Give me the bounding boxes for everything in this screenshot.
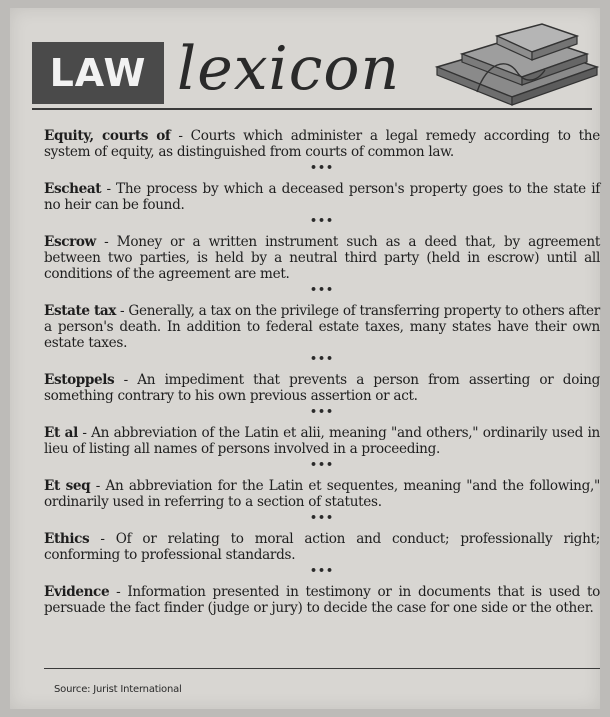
entry-separator: ••• — [309, 405, 335, 418]
entry-term: Escrow — [44, 234, 96, 250]
source-credit: Source: Jurist International — [54, 684, 182, 695]
header-rule — [32, 108, 592, 110]
entry-definition: - Money or a written instrument such as a deed that, by agreement between two parties, is held by a neutral third party (held in escrow) until all conditions of the agreement are met. — [44, 234, 600, 282]
entry-separator: ••• — [309, 511, 335, 524]
law-label-box — [32, 42, 164, 104]
glossary-entry — [44, 478, 600, 510]
newspaper-clipping — [10, 8, 600, 709]
entry-term: Escheat — [44, 181, 102, 197]
entry-definition: - Courts which administer a legal remedy according to the system of equity, as distinguished from courts of common law. — [44, 128, 600, 160]
entry-separator: ••• — [309, 283, 335, 296]
glossary-entry — [44, 372, 600, 404]
glossary-entry — [44, 234, 600, 282]
glossary-entry — [44, 531, 600, 563]
glossary-entry — [44, 584, 600, 616]
entry-definition: - An abbreviation of the Latin et alii, meaning "and others," ordinarily used in lieu of listing all names of persons involved in a proceeding. — [44, 425, 600, 457]
entry-term: Evidence — [44, 584, 110, 600]
entry-term: Estate tax — [44, 303, 116, 319]
entry-definition: - Generally, a tax on the privilege of transferring property to others after a person's death. In addition to federal estate taxes, many states have their own estate taxes. — [44, 303, 600, 351]
column-header — [32, 22, 602, 112]
entry-term: Equity, courts of — [44, 128, 171, 144]
entry-definition: - Information presented in testimony or in documents that is used to persuade the fact finder (judge or jury) to decide the case for one side or the other. — [44, 584, 600, 616]
entry-definition: - The process by which a deceased person's property goes to the state if no heir can be found. — [44, 181, 600, 213]
entry-definition: - An abbreviation for the Latin et sequentes, meaning "and the following," ordinarily used in referring to a section of statutes. — [44, 478, 601, 510]
glossary-entry — [44, 425, 600, 457]
entry-definition: - An impediment that prevents a person from asserting or doing something contrary to his own previous assertion or act. — [44, 372, 600, 404]
entry-separator: ••• — [309, 352, 335, 365]
entry-definition: - Of or relating to moral action and conduct; professionally right; conforming to professional standards. — [44, 531, 600, 563]
footer-rule — [44, 668, 600, 669]
entry-separator: ••• — [309, 214, 335, 227]
entry-separator: ••• — [309, 458, 335, 471]
entry-term: Et al — [44, 425, 78, 441]
entry-term: Estoppels — [44, 372, 115, 388]
entry-term: Ethics — [44, 531, 90, 547]
glossary-entry — [44, 128, 600, 160]
books-icon — [427, 22, 602, 107]
entry-term: Et seq — [44, 478, 91, 494]
entry-separator: ••• — [309, 161, 335, 174]
glossary-entry — [44, 181, 600, 213]
entry-separator: ••• — [309, 564, 335, 577]
glossary-list — [44, 128, 600, 616]
law-label: LAW — [49, 51, 147, 95]
glossary-entry — [44, 303, 600, 351]
column-title: lexicon — [177, 34, 401, 104]
